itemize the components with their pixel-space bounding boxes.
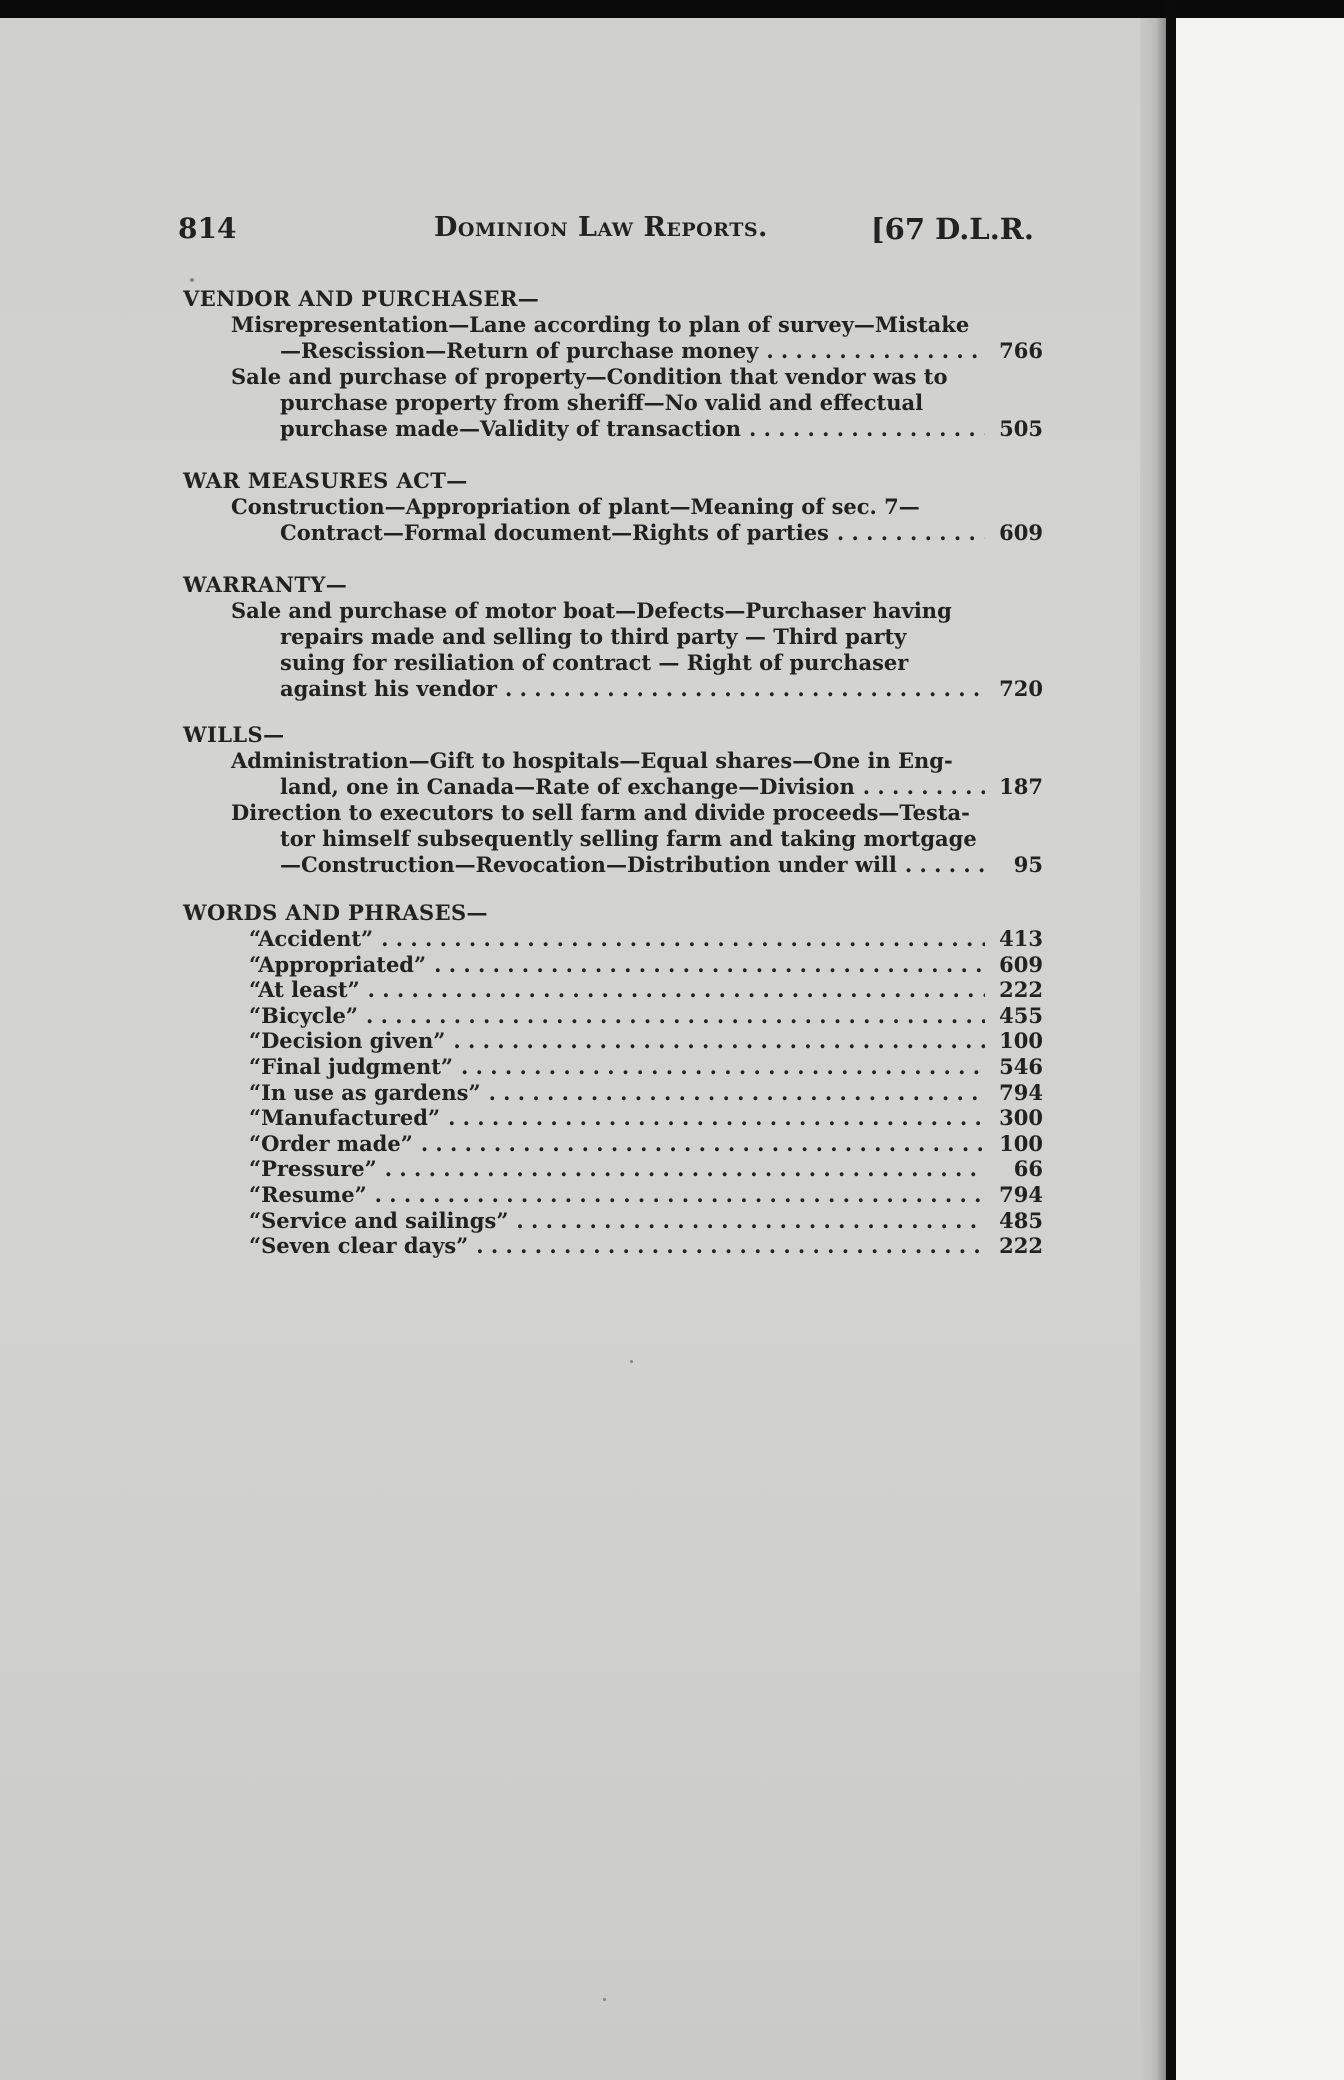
entry-line: —Rescission—Return of purchase money [280, 338, 759, 363]
speck [190, 278, 194, 282]
index-entry [183, 748, 1043, 800]
phrase-term: “Pressure” [249, 1156, 377, 1182]
page-reference: 222 [999, 1233, 1043, 1259]
page-reference: 609 [999, 951, 1043, 977]
entry-last-line [183, 416, 1043, 442]
page-reference: 413 [999, 926, 1043, 951]
page-reference: 505 [999, 416, 1043, 441]
entry-last-line [183, 774, 1043, 800]
section-heading: WORDS AND PHRASES— [183, 900, 488, 925]
phrase-term: “Decision given” [249, 1028, 446, 1054]
entry-line: tor himself subsequently selling farm and taking mortgage [280, 826, 977, 851]
dot-leader [448, 1105, 985, 1131]
dot-leader [375, 1182, 985, 1208]
book-gutter [1166, 0, 1176, 2080]
entry-line: suing for resiliation of contract — Right of purchaser [280, 650, 909, 675]
index-entry [183, 494, 1043, 546]
page-reference: 100 [999, 1028, 1043, 1054]
phrase-term: “Resume” [249, 1181, 367, 1207]
entry-line: —Construction—Revocation—Distribution under will [280, 852, 897, 877]
running-header [178, 212, 1034, 252]
entry-line: Administration—Gift to hospitals—Equal shares—One in Eng- [231, 748, 953, 773]
phrase-entry [183, 1208, 1043, 1234]
speck [603, 1998, 606, 2001]
phrase-entry [183, 1233, 1043, 1259]
entry-line: Contract—Formal document—Rights of parties [280, 520, 829, 545]
page-reference: 485 [999, 1207, 1043, 1233]
entry-last-line [183, 852, 1043, 878]
entry-line: Sale and purchase of property—Condition that vendor was to [231, 364, 948, 389]
dot-leader [476, 1233, 985, 1259]
page-reference: 546 [999, 1053, 1043, 1079]
entry-line: Sale and purchase of motor boat—Defects—Purchaser having [231, 598, 952, 623]
section-heading: VENDOR AND PURCHASER— [183, 286, 540, 311]
phrase-term: “Accident” [249, 926, 374, 951]
dot-leader [434, 952, 985, 978]
page-reference: 100 [999, 1130, 1043, 1156]
phrase-term: “Appropriated” [249, 951, 427, 977]
page-reference: 794 [999, 1079, 1043, 1105]
entry-line: Direction to executors to sell farm and divide proceeds—Testa- [231, 800, 970, 825]
entry-line: purchase property from sheriff—No valid and effectual [280, 390, 924, 415]
entry-last-line [183, 676, 1043, 702]
dot-leader [837, 520, 985, 546]
entry-last-line [183, 520, 1043, 546]
volume-reference: [67 D.L.R. [870, 212, 1034, 246]
dot-leader [516, 1208, 985, 1234]
index-section-vendor-and-purchaser [183, 286, 1043, 442]
entry-line: land, one in Canada—Rate of exchange—Division [280, 774, 855, 799]
index-entry [183, 312, 1043, 364]
dot-leader [366, 1003, 985, 1029]
dot-leader [453, 1028, 985, 1054]
entry-last-line [183, 338, 1043, 364]
entry-line: Construction—Appropriation of plant—Meaning of sec. 7— [231, 494, 920, 519]
phrase-term: “Bicycle” [249, 1002, 358, 1028]
page-edge-shadow [1140, 18, 1166, 2080]
dot-leader [421, 1131, 985, 1157]
phrase-entry [183, 977, 1043, 1003]
phrase-term: “Service and sailings” [249, 1207, 509, 1233]
phrase-entry [183, 1182, 1043, 1208]
phrase-entry [183, 1080, 1043, 1106]
page-reference: 95 [1013, 852, 1043, 877]
phrase-entry [183, 926, 1043, 952]
dot-leader [749, 416, 985, 442]
phrase-term: “In use as gardens” [249, 1079, 481, 1105]
page-number: 814 [178, 212, 237, 245]
phrase-entry [183, 1156, 1043, 1182]
index-section-words-and-phrases [183, 900, 1043, 1259]
page-reference: 455 [999, 1002, 1043, 1028]
phrase-term: “At least” [249, 977, 360, 1003]
dot-leader [461, 1054, 985, 1080]
index-entry [183, 800, 1043, 878]
section-heading: WAR MEASURES ACT— [183, 468, 468, 493]
dot-leader [863, 774, 985, 800]
dot-leader [505, 676, 985, 702]
entry-line: Misrepresentation—Lane according to plan of survey—Mistake [231, 312, 970, 337]
right-page [1176, 18, 1344, 2080]
dot-leader [385, 1156, 985, 1182]
page-reference: 222 [999, 977, 1043, 1003]
phrase-term: “Order made” [249, 1130, 413, 1156]
phrase-term: “Final judgment” [249, 1053, 453, 1079]
phrase-term: “Manufactured” [249, 1105, 441, 1131]
page-reference: 66 [1013, 1156, 1043, 1182]
page-reference: 794 [999, 1181, 1043, 1207]
entry-line: purchase made—Validity of transaction [280, 416, 742, 441]
dot-leader [368, 977, 985, 1003]
phrase-term: “Seven clear days” [249, 1233, 469, 1259]
index-section-wills [183, 722, 1043, 878]
publication-title: Dominion Law Reports. [434, 212, 768, 243]
scan-top-border [0, 0, 1344, 20]
phrase-entry [183, 1003, 1043, 1029]
phrase-entry [183, 1054, 1043, 1080]
index-section-warranty [183, 572, 1043, 702]
dot-leader [766, 338, 985, 364]
page-reference: 609 [999, 520, 1043, 545]
dot-leader [381, 926, 985, 952]
phrase-entry [183, 1105, 1043, 1131]
index-section-war-measures-act [183, 468, 1043, 546]
dot-leader [489, 1080, 985, 1106]
section-heading: WILLS— [183, 722, 285, 747]
phrase-entry [183, 952, 1043, 978]
index-entry [183, 598, 1043, 702]
phrase-entry [183, 1028, 1043, 1054]
page-reference: 766 [999, 338, 1043, 363]
section-heading: WARRANTY— [183, 572, 348, 597]
page-reference: 187 [999, 774, 1043, 799]
page-reference: 300 [999, 1105, 1043, 1131]
entry-line: repairs made and selling to third party — Third party [280, 624, 907, 649]
entry-line: against his vendor [280, 676, 497, 701]
speck [630, 1360, 633, 1363]
page-reference: 720 [999, 676, 1043, 701]
phrase-entry [183, 1131, 1043, 1157]
index-entry [183, 364, 1043, 442]
dot-leader [905, 852, 985, 878]
